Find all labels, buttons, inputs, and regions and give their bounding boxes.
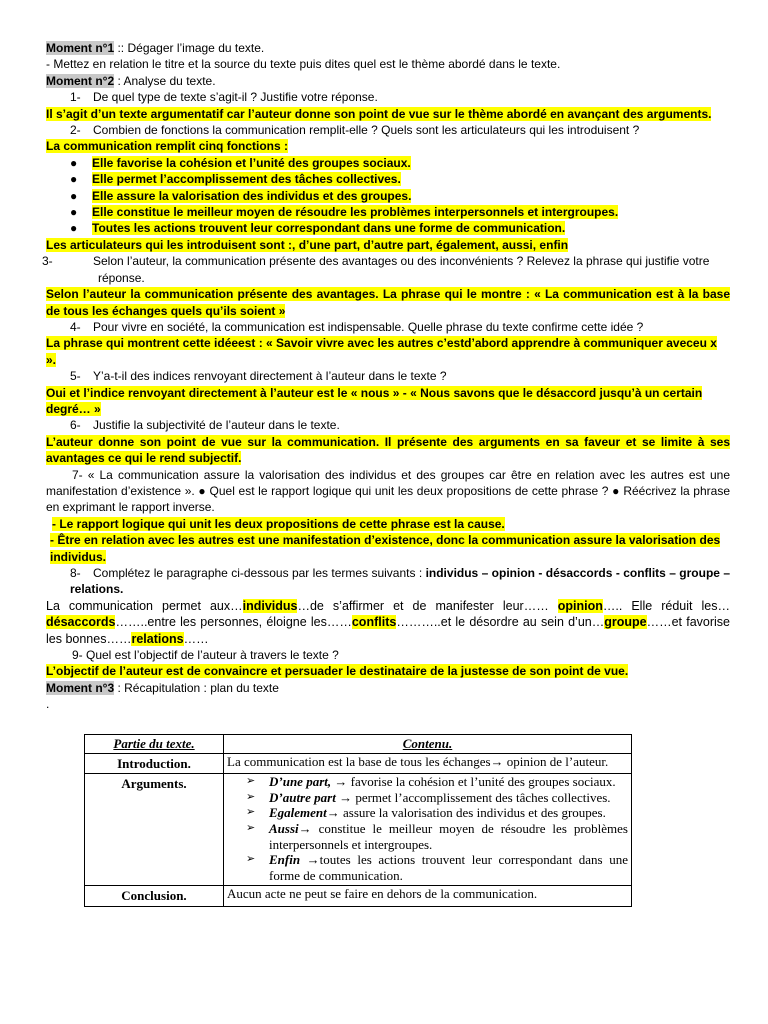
stray-dot: . xyxy=(46,697,50,712)
answer-7-cause: - Le rapport logique qui unit les deux propositions de cette phrase est la cause. xyxy=(52,516,505,531)
question-6: 6- Justifie la subjectivité de l’auteur dans le texte. xyxy=(70,418,340,433)
moment1-title: :: Dégager l’image du texte. xyxy=(114,41,265,55)
table-header-row xyxy=(85,735,632,754)
column-header-part: Partie du texte. xyxy=(85,735,224,754)
answer-4: La phrase qui montrent cette idéeest : « Savoir vivre avec les autres c’estd’abord apprendre à communiquer aveceu x ». xyxy=(46,336,717,367)
question-1: 1- De quel type de texte s’agit-il ? Justifie votre réponse. xyxy=(70,90,378,105)
question-8-terms: individus – opinion - désaccords - conflits – groupe – relations. xyxy=(70,566,731,597)
arguments-content xyxy=(224,774,632,886)
moment3-heading xyxy=(46,680,730,696)
fill-word: désaccords xyxy=(46,615,116,630)
moment1-instruction: - Mettez en relation le titre et la source du texte puis dites quel est le thème abordé dans le texte. xyxy=(46,57,561,72)
list-item: ● Toutes les actions trouvent leur correspondant dans une forme de communication. xyxy=(70,221,566,236)
fill-word: groupe xyxy=(604,615,647,630)
conclusion-label: Conclusion. xyxy=(85,886,224,907)
bullet-icon: ● xyxy=(70,188,78,203)
bullet-icon: ● xyxy=(70,205,78,220)
plan-table-wrapper xyxy=(84,734,632,907)
argument-item: ➢ D’autre part → permet l’accomplissement des tâches collectives. xyxy=(246,789,611,805)
column-header-content: Contenu. xyxy=(224,735,632,754)
arguments-label: Arguments. xyxy=(85,774,224,886)
list-item: ● Elle favorise la cohésion et l’unité des groupes sociaux. xyxy=(70,155,411,170)
question-8: 8- Complétez le paragraphe ci-dessous par les termes suivants : individus – opinion - désaccords - conflits – groupe – relations. xyxy=(70,566,731,597)
table-row xyxy=(85,774,632,886)
answer-7-rewrite: - Être en relation avec les autres est une manifestation d’existence, donc la communication assure la valorisation des individus. xyxy=(50,533,721,564)
answer-2-functions-list xyxy=(46,155,730,237)
fill-word: relations xyxy=(131,631,184,646)
answer-9: L’objectif de l’auteur est de convaincre et persuader le destinataire de la justesse de son point de vue. xyxy=(46,664,629,679)
moment2-heading xyxy=(46,73,730,89)
conclusion-content: Aucun acte ne peut se faire en dehors de la communication. xyxy=(224,886,632,907)
introduction-content: La communication est la base de tous les échanges→ opinion de l’auteur. xyxy=(224,753,632,774)
bullet-icon: ● xyxy=(70,155,78,170)
fill-paragraph: La communication permet aux…individus…de s’affirmer et de manifester leur…… opinion….. Elle réduit les…désaccords……..entre les personnes, éloigne les……conflits………..et le désordre au sein d’un…groupe……et favorise les bonnes……relations…… xyxy=(46,598,730,646)
arrow-bullet-icon: ➢ xyxy=(246,775,256,788)
moment2-label: Moment n°2 xyxy=(46,73,115,88)
plan-table xyxy=(84,734,632,907)
bullet-icon: ● xyxy=(70,172,78,187)
introduction-label: Introduction. xyxy=(85,753,224,774)
question-4: 4- Pour vivre en société, la communication est indispensable. Quelle phrase du texte confirme cette idée ? xyxy=(70,319,644,334)
arrow-bullet-icon: ➢ xyxy=(246,806,256,819)
argument-item: ➢ D’une part, → favorise la cohésion et l’unité des groupes sociaux. xyxy=(246,774,616,790)
moment3-label: Moment n°3 xyxy=(46,680,115,695)
arrow-bullet-icon: ➢ xyxy=(246,790,256,803)
arrow-bullet-icon: ➢ xyxy=(246,853,256,866)
question-9: 9- Quel est l’objectif de l’auteur à travers le texte ? xyxy=(72,648,339,663)
moment3-title: : Récapitulation : plan du texte xyxy=(114,680,279,695)
moment1-heading xyxy=(46,40,730,56)
argument-item: ➢ Aussi→ constitue le meilleur moyen de résoudre les problèmes interpersonnels et intergroupes. xyxy=(246,820,628,852)
argument-item: ➢ Egalement→ assure la valorisation des individus et des groupes. xyxy=(246,805,606,821)
answer-2-articulators: Les articulateurs qui les introduisent sont :, d’une part, d’autre part, également, aussi, enfin xyxy=(46,237,569,252)
answer-1: Il s’agit d’un texte argumentatif car l’auteur donne son point de vue sur le thème abordé en avançant des arguments. xyxy=(46,106,712,121)
moment1-label: Moment n°1 xyxy=(46,41,115,55)
answer-6: L’auteur donne son point de vue sur la communication. Il présente des arguments en sa faveur et se limite à ses avantages ce qui le rend subjectif. xyxy=(46,434,730,466)
answer-5: Oui et l’indice renvoyant directement à l’auteur est le « nous » - « Nous savons que le désaccord jusqu’à un certain degré… » xyxy=(46,385,703,416)
fill-word: conflits xyxy=(351,615,397,630)
bullet-icon: ● xyxy=(70,221,78,236)
fill-word: opinion xyxy=(557,598,603,613)
question-2: 2- Combien de fonctions la communication remplit-elle ? Quels sont les articulateurs qui les introduisent ? xyxy=(70,123,640,138)
question-7: 7- « La communication assure la valorisation des individus et des groupes car être en relation avec les autres est une manifestation d’existence ». ● Quel est le rapport logique qui unit les deux propositions de cette phrase ? ● Réécrivez la phrase en exprimant le rapport inverse. xyxy=(46,467,730,515)
question-5: 5- Y’a-t-il des indices renvoyant directement à l’auteur dans le texte ? xyxy=(70,369,447,384)
moment2-title: : Analyse du texte. xyxy=(114,73,216,88)
list-item: ● Elle assure la valorisation des individus et des groupes. xyxy=(70,188,412,203)
list-item: ● Elle constitue le meilleur moyen de résoudre les problèmes interpersonnels et intergroupes. xyxy=(70,205,619,220)
table-row xyxy=(85,753,632,774)
table-row xyxy=(85,886,632,907)
answer-2-intro: La communication remplit cinq fonctions : xyxy=(46,139,289,154)
fill-word: individus xyxy=(242,598,298,613)
arrow-bullet-icon: ➢ xyxy=(246,821,256,834)
answer-3: Selon l’auteur la communication présente des avantages. La phrase qui le montre : « La communication est à la base de tous les échanges quels qu’ils soient » xyxy=(46,287,730,318)
question-3: 3- Selon l’auteur, la communication présente des avantages ou des inconvénients ? Relevez la phrase qui justifie votre réponse. xyxy=(42,254,710,285)
list-item: ● Elle permet l’accomplissement des tâches collectives. xyxy=(70,172,401,187)
argument-item: ➢ Enfin →toutes les actions trouvent leur correspondant dans une forme de communication. xyxy=(246,852,628,883)
